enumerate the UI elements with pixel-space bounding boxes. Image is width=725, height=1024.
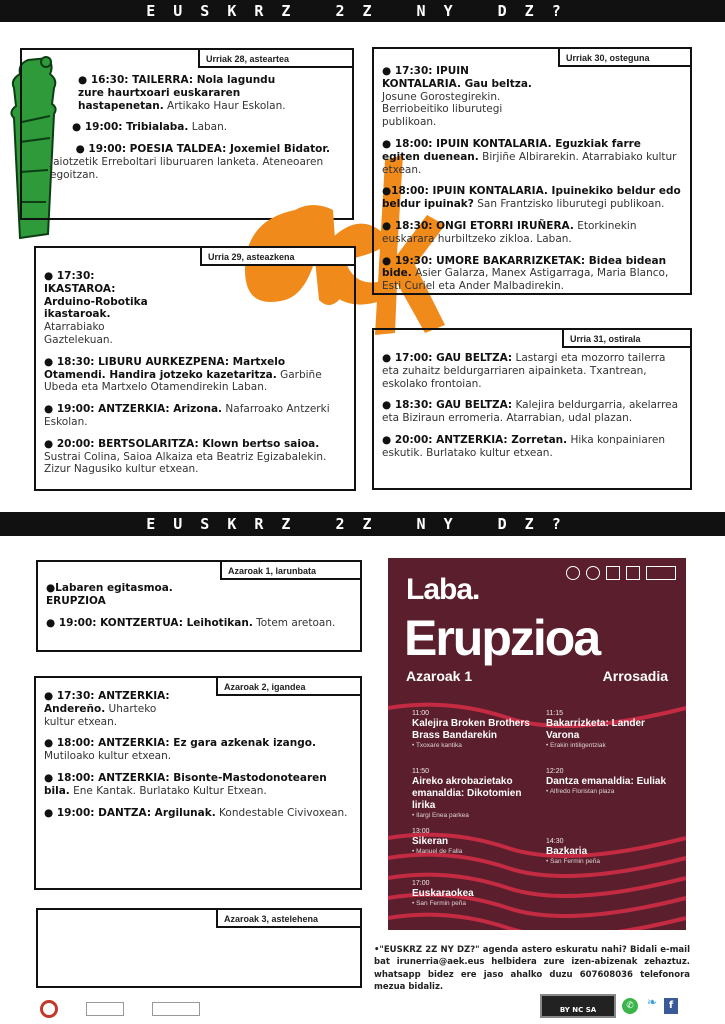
- poster-item: 11:00 Kalejira Broken Brothers Brass Bandarekin • Txoxare kantika: [412, 710, 530, 750]
- day-box-nov1: [36, 560, 362, 652]
- sponsor-logo-icon: [586, 566, 600, 580]
- sponsor-logo-icon: [646, 566, 676, 580]
- event-item: ● 17:30: IPUIN KONTALARIA. Gau beltza. Josune Gorostegirekin. Berriobeitiko liburutegi publikoan.: [382, 65, 532, 129]
- partner-logo-icon: [86, 1002, 124, 1016]
- day-box-oct31: [372, 328, 692, 490]
- event-item: ● 18:30: ONGI ETORRI IRUÑERA. Etorkinekin euskarara hurbiltzeko zikloa. Laban.: [382, 219, 637, 245]
- event-item: ● 18:00: ANTZERKIA: Ez gara azkenak izango. Mutiloako kultur etxean.: [44, 737, 316, 763]
- event-item: ● 18:00: IPUIN KONTALARIA. Eguzkiak farre egiten duenean. Birjiñe Albirarekin. Atarrabiako kultur etxean.: [382, 137, 677, 176]
- poster-title-erupzioa: Erupzioa: [404, 610, 600, 666]
- twitter-icon[interactable]: ❧: [646, 994, 658, 1009]
- day-label: Azaroak 3, astelehena: [216, 908, 362, 928]
- day-label: Urriak 28, asteartea: [198, 48, 354, 68]
- erupzioa-poster: [388, 558, 686, 930]
- day-box-nov3: [36, 908, 362, 988]
- sponsor-logo-icon: [566, 566, 580, 580]
- partner-logo-icon: [40, 1000, 58, 1018]
- subscription-note: •"EUSKRZ 2Z NY DZ?" agenda astero eskuratu nahi? Bidali e-mail bat irunerria@aek.eus helbidera zure izen-abizenak zehaztuz. whatsapp bidez ere jaso ahalko duzu 607608036 telefonora mezua bidaliz.: [374, 945, 690, 992]
- poster-item: 13:00 Sikeran • Manuel de Falla: [412, 828, 463, 856]
- event-item: ● 18:30: LIBURU AURKEZPENA: Martxelo Otamendi. Handira jotzeko kazetaritza. Garbiñe Ubeda eta Martxelo Otamendirekin Laban.: [44, 355, 322, 394]
- whatsapp-icon[interactable]: ✆: [622, 998, 638, 1014]
- cc-license-badge: BY NC SA: [540, 994, 616, 1018]
- top-banner: EUSKRZ 2Z NY DZ?: [0, 0, 725, 22]
- event-item: ● 17:00: GAU BELTZA: Lastargi eta mozorro tailerra eta zuhaitz beldurgarriaren aipainketa. Txantrean, eskolako frontoian.: [382, 352, 666, 390]
- poster-item: 11:50 Aireko akrobazietako emanaldia: Dikotomien lirika • Ilargi Enea parkea: [412, 768, 522, 820]
- event-item: ● 20:00: BERTSOLARITZA: Klown bertso saioa. Sustrai Colina, Saioa Alkaiza eta Beatriz Egizabalekin. Zizur Nagusiko kultur etxean.: [44, 437, 327, 476]
- event-item: ● 17:30: ANTZERKIA: Andereño. Uharteko kultur etxean.: [44, 690, 170, 728]
- poster-place: Arrosadia: [602, 668, 668, 684]
- poster-item: 17:00 Euskaraokea • San Fermin peña: [412, 880, 474, 908]
- event-item: ●18:00: IPUIN KONTALARIA. Ipuinekiko beldur edo beldur ipuinak? San Frantzisko liburutegi publikoan.: [382, 185, 681, 211]
- day-label: Azaroak 2, igandea: [216, 676, 362, 696]
- event-item: ● 18:30: GAU BELTZA: Kalejira beldurgarria, akelarrea eta Biziraun erromeria. Atarrabian, udal plazan.: [382, 399, 679, 425]
- day-box-nov2: [34, 676, 362, 890]
- event-item: ● 19:00: Tribialaba. Laban.: [72, 121, 228, 134]
- sponsor-logo-icon: [606, 566, 620, 580]
- poster-item: 11:15 Bakarrizketa: Lander Varona • Erakin intiligentziak: [546, 710, 645, 750]
- day-label: Urriak 30, osteguna: [558, 47, 692, 67]
- event-item: ●Labaren egitasmoa. ERUPZIOA: [46, 582, 173, 607]
- day-box-oct29: [34, 246, 356, 491]
- poster-item: 14:30 Bazkaria • San Fermin peña: [546, 838, 600, 866]
- event-item: ● 16:30: TAILERRA: Nola lagundu zure haurtxoari euskararen hastapenetan. Artikako Haur Eskolan.: [78, 74, 286, 112]
- poster-date: Azaroak 1: [406, 668, 473, 684]
- facebook-icon[interactable]: f: [664, 998, 678, 1014]
- middle-banner: EUSKRZ 2Z NY DZ?: [0, 512, 725, 536]
- event-item: ● 19:30: UMORE BAKARRIZKETAK: Bidea bidean bide. Asier Galarza, Manex Astigarraga, Maria Blanco, Esti Curiel eta Ander Malbadirekin.: [382, 254, 669, 293]
- event-item: ● 19:00: DANTZA: Argilunak. Kondestable Civivoxean.: [44, 806, 348, 819]
- day-label: Urria 29, asteazkena: [200, 246, 356, 266]
- sponsor-logo-icon: [626, 566, 640, 580]
- day-box-oct30: [372, 47, 692, 295]
- event-item: ● 18:00: ANTZERKIA: Bisonte-Mastodonotearen bila. Ene Kantak. Burlatako Kultur Etxean.: [44, 771, 327, 797]
- poster-item: 12:20 Dantza emanaldia: Euliak • Alfredo Floristan plaza: [546, 768, 667, 796]
- event-item: ● 19:00: POESIA TALDEA: Joxemiel Bidator. Jaiotzetik Erreboltari liburuaren lanketa. Ateneoaren egoitzan.: [50, 143, 330, 181]
- event-item: ● 20:00: ANTZERKIA: Zorretan. Hika konpainiaren eskutik. Burlatako kultur etxean.: [382, 433, 665, 459]
- poster-title-laba: Laba.: [406, 573, 480, 606]
- partner-logo-icon: [152, 1002, 200, 1016]
- footer-logos: [40, 1000, 200, 1018]
- day-label: Azaroak 1, larunbata: [220, 560, 362, 580]
- day-label: Urria 31, ostirala: [562, 328, 692, 348]
- event-item: ● 17:30: IKASTAROA: Arduino-Robotika ikastaroak. Atarrabiako Gaztelekuan.: [44, 270, 148, 346]
- event-item: ● 19:00: KONTZERTUA: Leihotikan. Totem aretoan.: [46, 616, 336, 629]
- event-item: ● 19:00: ANTZERKIA: Arizona. Nafarroako Antzerki Eskolan.: [44, 403, 330, 428]
